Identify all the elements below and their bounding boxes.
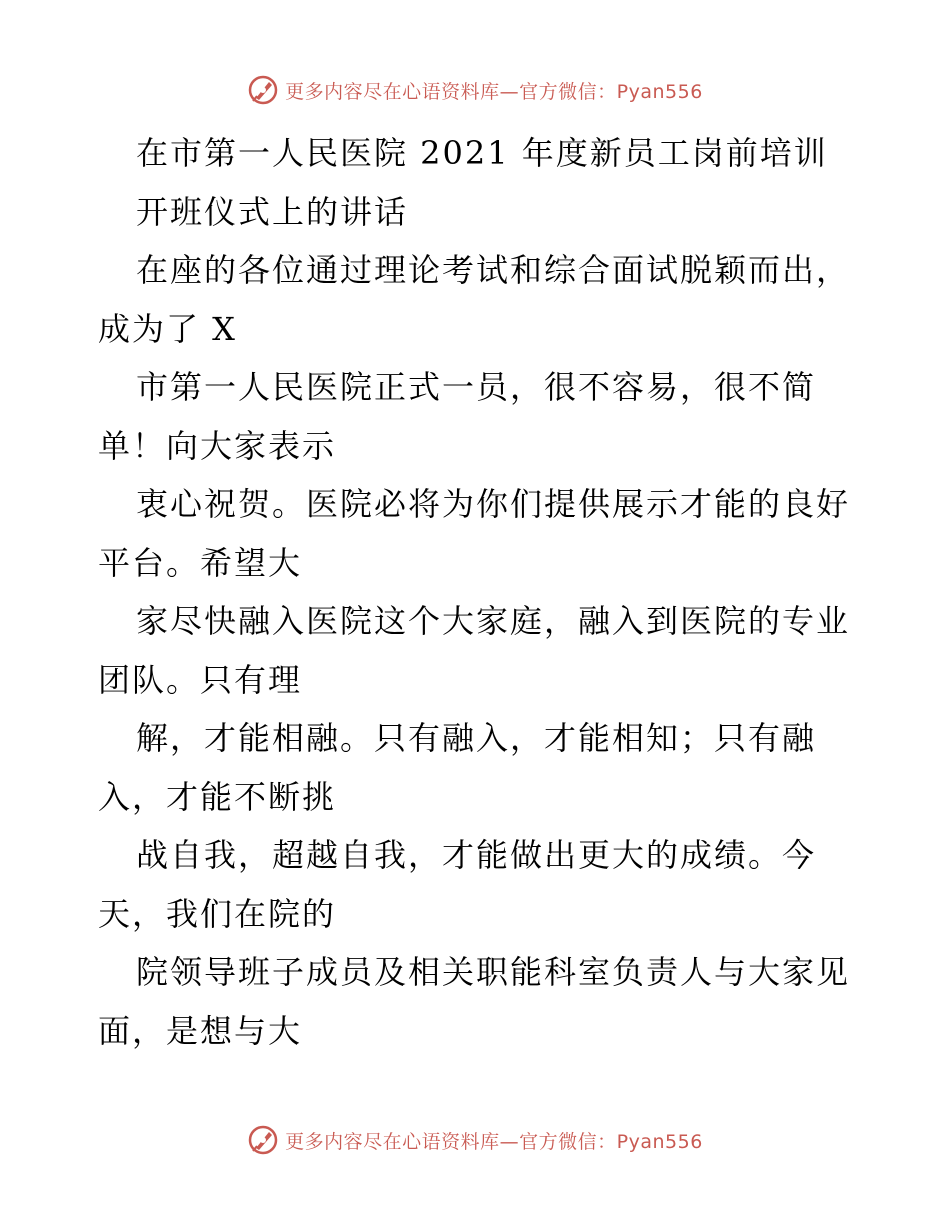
header-banner-inner bbox=[247, 74, 703, 106]
title-line-2: 开班仪式上的讲话 bbox=[136, 192, 409, 231]
quill-logo-icon bbox=[247, 1124, 279, 1156]
title-line-1: 在市第一人民医院 2021 年度新员工岗前培训 bbox=[136, 134, 828, 172]
paragraph-line: 解，才能相融。只有融入，才能相知；只有融 bbox=[136, 719, 817, 757]
paragraph-line: 院领导班子成员及相关职能科室负责人与大家见 bbox=[136, 953, 851, 991]
paragraph-line: 成为了 X bbox=[98, 309, 237, 348]
paragraph-line: 衷心祝贺。医院必将为你们提供展示才能的良好 bbox=[136, 485, 851, 523]
footer-banner-text: 更多内容尽在心语资料库—官方微信：Pyan556 bbox=[285, 1130, 703, 1153]
paragraph-line: 入，才能不断挑 bbox=[98, 777, 337, 816]
header-banner-text: 更多内容尽在心语资料库—官方微信：Pyan556 bbox=[285, 80, 703, 103]
header-banner bbox=[0, 70, 950, 110]
paragraph-line: 团队。只有理 bbox=[98, 660, 303, 699]
footer-banner-inner bbox=[247, 1124, 703, 1156]
quill-logo-icon bbox=[247, 74, 279, 106]
paragraph-line: 天，我们在院的 bbox=[98, 894, 337, 933]
paragraph-line: 家尽快融入医院这个大家庭，融入到医院的专业 bbox=[136, 602, 851, 640]
paragraph-line: 平台。希望大 bbox=[98, 543, 303, 582]
paragraph-line: 战自我，超越自我，才能做出更大的成绩。今 bbox=[136, 836, 817, 874]
paragraph-line: 单！向大家表示 bbox=[98, 426, 337, 465]
paragraph-line: 市第一人民医院正式一员，很不容易，很不简 bbox=[136, 368, 817, 406]
paragraph-line: 面，是想与大 bbox=[98, 1011, 303, 1050]
paragraph-line: 在座的各位通过理论考试和综合面试脱颖而出， bbox=[136, 251, 851, 289]
document-body bbox=[98, 124, 868, 1060]
footer-banner bbox=[0, 1120, 950, 1160]
